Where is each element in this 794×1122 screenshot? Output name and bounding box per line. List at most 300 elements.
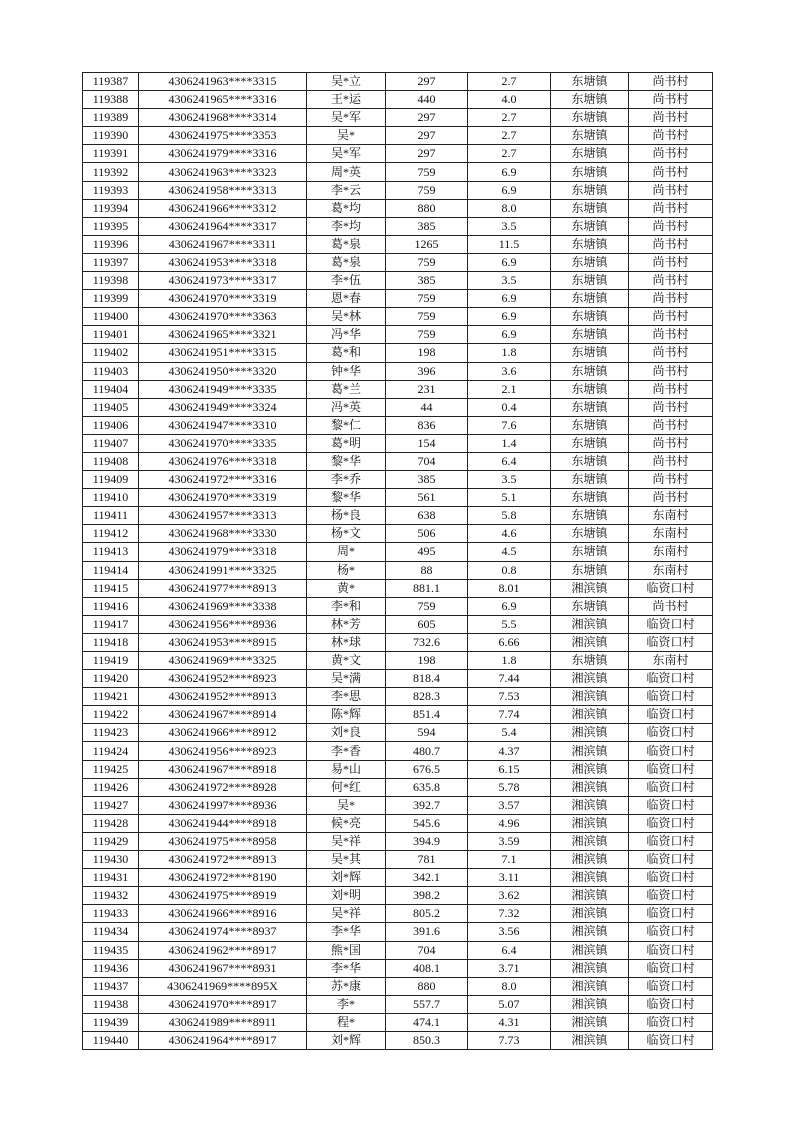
table-row [83, 91, 713, 109]
table-row [83, 923, 713, 941]
cell-name: 吴*军 [307, 109, 386, 127]
cell-name: 刘*辉 [307, 1031, 386, 1049]
table-row [83, 688, 713, 706]
cell-village: 临资口村 [629, 941, 713, 959]
cell-id-number: 4306241967****8914 [139, 706, 307, 724]
cell-amount: 545.6 [386, 814, 468, 832]
cell-name: 黎*华 [307, 489, 386, 507]
cell-village: 尚书村 [629, 398, 713, 416]
table-row [83, 561, 713, 579]
cell-village: 东南村 [629, 507, 713, 525]
cell-serial-number: 119432 [83, 887, 139, 905]
cell-amount: 198 [386, 652, 468, 670]
cell-area: 6.9 [468, 597, 551, 615]
cell-town: 湘滨镇 [551, 923, 629, 941]
table-row [83, 1031, 713, 1049]
cell-amount: 880 [386, 199, 468, 217]
table-row [83, 525, 713, 543]
cell-name: 王*运 [307, 91, 386, 109]
cell-amount: 297 [386, 145, 468, 163]
cell-town: 东塘镇 [551, 452, 629, 470]
cell-village: 临资口村 [629, 724, 713, 742]
cell-id-number: 4306241947****3310 [139, 416, 307, 434]
cell-town: 湘滨镇 [551, 832, 629, 850]
cell-amount: 440 [386, 91, 468, 109]
cell-village: 尚书村 [629, 145, 713, 163]
cell-serial-number: 119404 [83, 380, 139, 398]
cell-id-number: 4306241949****3335 [139, 380, 307, 398]
cell-serial-number: 119425 [83, 760, 139, 778]
cell-name: 程* [307, 1013, 386, 1031]
cell-id-number: 4306241956****8923 [139, 742, 307, 760]
cell-amount: 805.2 [386, 905, 468, 923]
cell-village: 尚书村 [629, 163, 713, 181]
cell-name: 葛*明 [307, 434, 386, 452]
table-row [83, 199, 713, 217]
cell-area: 3.11 [468, 869, 551, 887]
cell-serial-number: 119403 [83, 362, 139, 380]
cell-village: 临资口村 [629, 995, 713, 1013]
cell-id-number: 4306241975****3353 [139, 127, 307, 145]
cell-town: 东塘镇 [551, 91, 629, 109]
cell-serial-number: 119434 [83, 923, 139, 941]
cell-id-number: 4306241989****8911 [139, 1013, 307, 1031]
cell-area: 7.1 [468, 851, 551, 869]
cell-id-number: 4306241966****8916 [139, 905, 307, 923]
cell-area: 6.15 [468, 760, 551, 778]
cell-serial-number: 119399 [83, 290, 139, 308]
cell-village: 尚书村 [629, 597, 713, 615]
cell-area: 8.0 [468, 977, 551, 995]
cell-name: 钟*华 [307, 362, 386, 380]
cell-village: 尚书村 [629, 308, 713, 326]
table-row [83, 253, 713, 271]
cell-serial-number: 119418 [83, 633, 139, 651]
cell-town: 湘滨镇 [551, 633, 629, 651]
cell-town: 湘滨镇 [551, 670, 629, 688]
cell-serial-number: 119426 [83, 778, 139, 796]
cell-village: 临资口村 [629, 760, 713, 778]
table-body [83, 73, 713, 1050]
cell-amount: 557.7 [386, 995, 468, 1013]
cell-village: 尚书村 [629, 235, 713, 253]
cell-serial-number: 119428 [83, 814, 139, 832]
cell-id-number: 4306241969****895X [139, 977, 307, 995]
cell-serial-number: 119388 [83, 91, 139, 109]
cell-area: 6.9 [468, 163, 551, 181]
cell-serial-number: 119431 [83, 869, 139, 887]
table-row [83, 869, 713, 887]
cell-id-number: 4306241958****3313 [139, 181, 307, 199]
cell-village: 临资口村 [629, 832, 713, 850]
cell-town: 湘滨镇 [551, 760, 629, 778]
cell-amount: 759 [386, 181, 468, 199]
cell-town: 东塘镇 [551, 362, 629, 380]
cell-area: 6.9 [468, 253, 551, 271]
cell-village: 临资口村 [629, 633, 713, 651]
table-row [83, 489, 713, 507]
cell-id-number: 4306241952****8913 [139, 688, 307, 706]
cell-town: 湘滨镇 [551, 959, 629, 977]
cell-serial-number: 119409 [83, 471, 139, 489]
cell-serial-number: 119393 [83, 181, 139, 199]
cell-town: 东塘镇 [551, 489, 629, 507]
table-row [83, 995, 713, 1013]
cell-town: 东塘镇 [551, 507, 629, 525]
table-row [83, 543, 713, 561]
cell-town: 湘滨镇 [551, 1031, 629, 1049]
cell-name: 黎*华 [307, 452, 386, 470]
cell-amount: 396 [386, 362, 468, 380]
table-row [83, 742, 713, 760]
cell-serial-number: 119419 [83, 652, 139, 670]
cell-area: 7.32 [468, 905, 551, 923]
table-row [83, 181, 713, 199]
cell-village: 尚书村 [629, 272, 713, 290]
cell-name: 李*香 [307, 742, 386, 760]
cell-town: 东塘镇 [551, 235, 629, 253]
cell-village: 临资口村 [629, 706, 713, 724]
cell-area: 6.9 [468, 308, 551, 326]
cell-town: 湘滨镇 [551, 887, 629, 905]
cell-serial-number: 119416 [83, 597, 139, 615]
cell-amount: 605 [386, 615, 468, 633]
cell-id-number: 4306241979****3316 [139, 145, 307, 163]
cell-village: 尚书村 [629, 181, 713, 199]
cell-serial-number: 119401 [83, 326, 139, 344]
cell-serial-number: 119415 [83, 579, 139, 597]
cell-amount: 385 [386, 217, 468, 235]
cell-id-number: 4306241944****8918 [139, 814, 307, 832]
cell-name: 吴* [307, 127, 386, 145]
table-row [83, 941, 713, 959]
cell-amount: 851.4 [386, 706, 468, 724]
cell-amount: 638 [386, 507, 468, 525]
table-row [83, 344, 713, 362]
cell-village: 尚书村 [629, 362, 713, 380]
cell-serial-number: 119438 [83, 995, 139, 1013]
cell-name: 葛*泉 [307, 235, 386, 253]
cell-town: 东塘镇 [551, 380, 629, 398]
cell-id-number: 4306241972****8928 [139, 778, 307, 796]
cell-id-number: 4306241953****8915 [139, 633, 307, 651]
cell-town: 湘滨镇 [551, 905, 629, 923]
cell-village: 东南村 [629, 652, 713, 670]
cell-town: 东塘镇 [551, 217, 629, 235]
cell-serial-number: 119395 [83, 217, 139, 235]
cell-amount: 385 [386, 272, 468, 290]
table-row [83, 272, 713, 290]
cell-village: 尚书村 [629, 127, 713, 145]
cell-name: 李*华 [307, 959, 386, 977]
cell-name: 葛*均 [307, 199, 386, 217]
cell-name: 葛*兰 [307, 380, 386, 398]
cell-area: 8.0 [468, 199, 551, 217]
cell-town: 湘滨镇 [551, 1013, 629, 1031]
cell-name: 黎*仁 [307, 416, 386, 434]
subsidy-table [82, 72, 713, 1050]
cell-town: 东塘镇 [551, 163, 629, 181]
cell-id-number: 4306241977****8913 [139, 579, 307, 597]
table-row [83, 652, 713, 670]
table-row [83, 362, 713, 380]
table-row [83, 290, 713, 308]
cell-village: 尚书村 [629, 489, 713, 507]
cell-id-number: 4306241956****8936 [139, 615, 307, 633]
cell-town: 东塘镇 [551, 652, 629, 670]
cell-town: 湘滨镇 [551, 579, 629, 597]
cell-serial-number: 119436 [83, 959, 139, 977]
table-row [83, 977, 713, 995]
cell-amount: 506 [386, 525, 468, 543]
cell-id-number: 4306241976****3318 [139, 452, 307, 470]
cell-serial-number: 119439 [83, 1013, 139, 1031]
cell-id-number: 4306241975****8958 [139, 832, 307, 850]
cell-area: 6.9 [468, 290, 551, 308]
table-row [83, 670, 713, 688]
cell-town: 湘滨镇 [551, 977, 629, 995]
cell-id-number: 4306241997****8936 [139, 796, 307, 814]
cell-serial-number: 119408 [83, 452, 139, 470]
cell-village: 临资口村 [629, 959, 713, 977]
cell-village: 临资口村 [629, 869, 713, 887]
cell-id-number: 4306241957****3313 [139, 507, 307, 525]
cell-town: 东塘镇 [551, 145, 629, 163]
cell-name: 李* [307, 995, 386, 1013]
cell-town: 湘滨镇 [551, 706, 629, 724]
cell-name: 苏*康 [307, 977, 386, 995]
cell-name: 杨*良 [307, 507, 386, 525]
cell-amount: 594 [386, 724, 468, 742]
cell-id-number: 4306241952****8923 [139, 670, 307, 688]
cell-town: 东塘镇 [551, 308, 629, 326]
cell-amount: 732.6 [386, 633, 468, 651]
cell-serial-number: 119387 [83, 73, 139, 91]
cell-village: 临资口村 [629, 887, 713, 905]
cell-id-number: 4306241970****3335 [139, 434, 307, 452]
table-row [83, 73, 713, 91]
cell-area: 6.9 [468, 181, 551, 199]
cell-village: 尚书村 [629, 326, 713, 344]
cell-serial-number: 119412 [83, 525, 139, 543]
cell-serial-number: 119423 [83, 724, 139, 742]
cell-town: 东塘镇 [551, 181, 629, 199]
cell-area: 7.6 [468, 416, 551, 434]
cell-name: 吴*祥 [307, 905, 386, 923]
cell-serial-number: 119410 [83, 489, 139, 507]
cell-area: 7.53 [468, 688, 551, 706]
cell-name: 吴*满 [307, 670, 386, 688]
cell-serial-number: 119417 [83, 615, 139, 633]
table-row [83, 615, 713, 633]
cell-amount: 676.5 [386, 760, 468, 778]
cell-name: 杨*文 [307, 525, 386, 543]
cell-amount: 198 [386, 344, 468, 362]
table-row [83, 579, 713, 597]
cell-id-number: 4306241964****8917 [139, 1031, 307, 1049]
cell-name: 何*红 [307, 778, 386, 796]
cell-amount: 297 [386, 73, 468, 91]
cell-area: 6.4 [468, 941, 551, 959]
cell-name: 李*云 [307, 181, 386, 199]
table-row [83, 109, 713, 127]
cell-area: 5.4 [468, 724, 551, 742]
cell-area: 2.7 [468, 73, 551, 91]
cell-id-number: 4306241968****3314 [139, 109, 307, 127]
cell-amount: 154 [386, 434, 468, 452]
cell-serial-number: 119422 [83, 706, 139, 724]
cell-name: 刘*明 [307, 887, 386, 905]
table-row [83, 724, 713, 742]
cell-id-number: 4306241967****8931 [139, 959, 307, 977]
cell-serial-number: 119402 [83, 344, 139, 362]
cell-name: 李*均 [307, 217, 386, 235]
cell-area: 3.71 [468, 959, 551, 977]
cell-amount: 828.3 [386, 688, 468, 706]
cell-name: 吴*其 [307, 851, 386, 869]
cell-serial-number: 119407 [83, 434, 139, 452]
cell-serial-number: 119413 [83, 543, 139, 561]
cell-amount: 297 [386, 127, 468, 145]
cell-serial-number: 119435 [83, 941, 139, 959]
cell-serial-number: 119437 [83, 977, 139, 995]
cell-area: 3.59 [468, 832, 551, 850]
cell-village: 尚书村 [629, 217, 713, 235]
cell-area: 11.5 [468, 235, 551, 253]
table-row [83, 452, 713, 470]
table-row [83, 778, 713, 796]
cell-town: 湘滨镇 [551, 995, 629, 1013]
cell-serial-number: 119391 [83, 145, 139, 163]
table-row [83, 887, 713, 905]
cell-area: 4.6 [468, 525, 551, 543]
cell-village: 临资口村 [629, 796, 713, 814]
cell-amount: 480.7 [386, 742, 468, 760]
cell-name: 林*芳 [307, 615, 386, 633]
cell-town: 东塘镇 [551, 199, 629, 217]
cell-village: 临资口村 [629, 851, 713, 869]
cell-id-number: 4306241967****8918 [139, 760, 307, 778]
cell-area: 2.7 [468, 109, 551, 127]
cell-name: 吴*军 [307, 145, 386, 163]
cell-area: 3.62 [468, 887, 551, 905]
cell-area: 7.74 [468, 706, 551, 724]
cell-village: 临资口村 [629, 923, 713, 941]
cell-amount: 759 [386, 253, 468, 271]
cell-town: 湘滨镇 [551, 742, 629, 760]
cell-village: 临资口村 [629, 778, 713, 796]
cell-id-number: 4306241979****3318 [139, 543, 307, 561]
cell-id-number: 4306241972****3316 [139, 471, 307, 489]
cell-id-number: 4306241964****3317 [139, 217, 307, 235]
cell-serial-number: 119411 [83, 507, 139, 525]
cell-amount: 88 [386, 561, 468, 579]
cell-area: 2.7 [468, 145, 551, 163]
cell-area: 1.4 [468, 434, 551, 452]
cell-name: 恩*春 [307, 290, 386, 308]
cell-village: 临资口村 [629, 579, 713, 597]
table-row [83, 163, 713, 181]
cell-name: 黄* [307, 579, 386, 597]
table-row [83, 326, 713, 344]
table-row [83, 471, 713, 489]
cell-serial-number: 119392 [83, 163, 139, 181]
cell-area: 3.5 [468, 217, 551, 235]
cell-area: 5.78 [468, 778, 551, 796]
cell-village: 尚书村 [629, 109, 713, 127]
table-row [83, 851, 713, 869]
cell-name: 吴*立 [307, 73, 386, 91]
cell-town: 湘滨镇 [551, 941, 629, 959]
cell-village: 尚书村 [629, 199, 713, 217]
cell-id-number: 4306241967****3311 [139, 235, 307, 253]
cell-village: 尚书村 [629, 290, 713, 308]
cell-name: 李*乔 [307, 471, 386, 489]
table-row [83, 145, 713, 163]
table-row [83, 127, 713, 145]
cell-serial-number: 119433 [83, 905, 139, 923]
cell-amount: 1265 [386, 235, 468, 253]
cell-village: 临资口村 [629, 615, 713, 633]
cell-serial-number: 119424 [83, 742, 139, 760]
cell-village: 尚书村 [629, 253, 713, 271]
cell-serial-number: 119396 [83, 235, 139, 253]
cell-village: 尚书村 [629, 416, 713, 434]
cell-id-number: 4306241963****3315 [139, 73, 307, 91]
cell-name: 林*球 [307, 633, 386, 651]
cell-name: 周*英 [307, 163, 386, 181]
cell-area: 4.96 [468, 814, 551, 832]
cell-village: 东南村 [629, 543, 713, 561]
cell-serial-number: 119394 [83, 199, 139, 217]
cell-serial-number: 119400 [83, 308, 139, 326]
cell-id-number: 4306241962****8917 [139, 941, 307, 959]
table-row [83, 398, 713, 416]
table-row [83, 633, 713, 651]
cell-serial-number: 119389 [83, 109, 139, 127]
cell-serial-number: 119420 [83, 670, 139, 688]
cell-town: 东塘镇 [551, 290, 629, 308]
cell-area: 7.73 [468, 1031, 551, 1049]
cell-id-number: 4306241966****8912 [139, 724, 307, 742]
cell-amount: 391.6 [386, 923, 468, 941]
cell-town: 东塘镇 [551, 471, 629, 489]
cell-area: 5.1 [468, 489, 551, 507]
cell-village: 尚书村 [629, 471, 713, 489]
cell-name: 熊*国 [307, 941, 386, 959]
table-row [83, 814, 713, 832]
cell-name: 吴*祥 [307, 832, 386, 850]
cell-area: 5.5 [468, 615, 551, 633]
cell-town: 东塘镇 [551, 344, 629, 362]
cell-name: 易*山 [307, 760, 386, 778]
table-row [83, 416, 713, 434]
cell-town: 东塘镇 [551, 73, 629, 91]
cell-name: 吴* [307, 796, 386, 814]
cell-id-number: 4306241953****3318 [139, 253, 307, 271]
cell-town: 东塘镇 [551, 326, 629, 344]
cell-town: 湘滨镇 [551, 615, 629, 633]
cell-town: 东塘镇 [551, 561, 629, 579]
table-row [83, 380, 713, 398]
cell-town: 湘滨镇 [551, 814, 629, 832]
cell-area: 6.9 [468, 326, 551, 344]
cell-name: 杨* [307, 561, 386, 579]
cell-amount: 385 [386, 471, 468, 489]
cell-town: 湘滨镇 [551, 851, 629, 869]
cell-name: 候*亮 [307, 814, 386, 832]
cell-area: 2.1 [468, 380, 551, 398]
